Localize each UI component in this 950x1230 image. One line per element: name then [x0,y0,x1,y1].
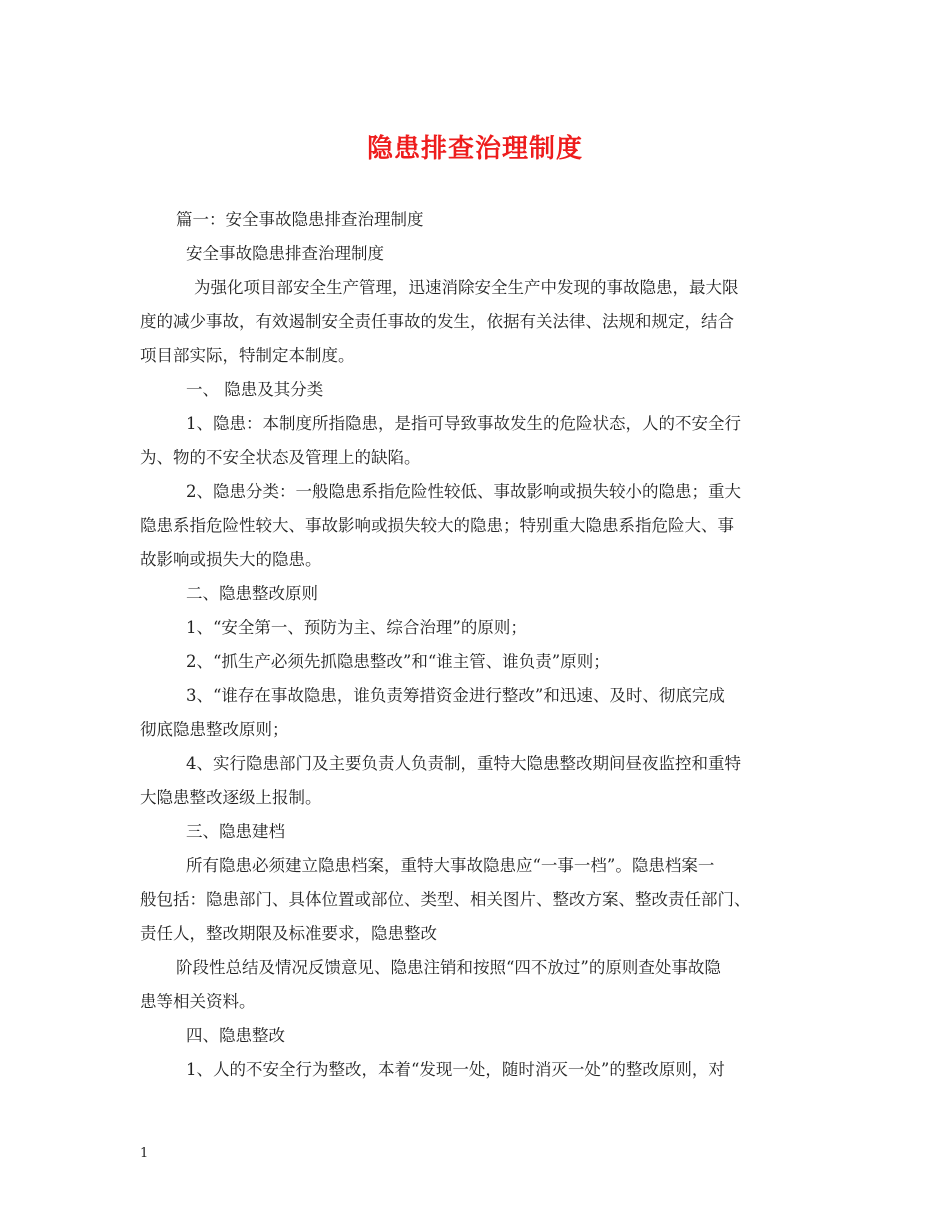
paragraph-line: 1、隐患：本制度所指隐患，是指可导致事故发生的危险状态，人的不安全行 [186,414,741,433]
paragraph-line: 故影响或损失大的隐患。 [140,550,322,569]
paragraph-line: 1、“安全第一、预防为主、综合治理”的原则； [186,618,527,637]
section-heading: 三、隐患建档 [186,822,285,841]
section-heading: 一、 隐患及其分类 [186,380,324,399]
paragraph-line: 项目部实际，特制定本制度。 [140,346,355,365]
paragraph-line: 篇一：安全事故隐患排查治理制度 [176,210,424,229]
paragraph-line: 大隐患整改逐级上报制。 [140,788,322,807]
document-title: 隐患排查治理制度 [366,134,583,164]
paragraph-line: 3、“谁存在事故隐患，谁负责筹措资金进行整改”和迅速、及时、彻底完成 [186,686,725,705]
paragraph-line: 阶段性总结及情况反馈意见、隐患注销和按照“四不放过”的原则查处事故隐 [176,958,721,977]
paragraph-line: 4、实行隐患部门及主要负责人负责制，重特大隐患整改期间昼夜监控和重特 [186,754,741,773]
paragraph-line: 彻底隐患整改原则； [140,720,289,739]
section-heading: 二、隐患整改原则 [186,584,318,603]
paragraph-line: 患等相关资料。 [140,992,256,1011]
paragraph-line: 2、隐患分类：一般隐患系指危险性较低、事故影响或损失较小的隐患；重大 [186,482,741,501]
paragraph-line: 1、人的不安全行为整改，本着“发现一处，随时消灭一处”的整改原则，对 [186,1060,725,1079]
page-number: 1 [140,1146,149,1161]
paragraph-line: 责任人，整改期限及标准要求，隐患整改 [140,924,437,943]
section-heading: 四、隐患整改 [186,1026,285,1045]
paragraph-line: 2、“抓生产必须先抓隐患整改”和“谁主管、谁负责”原则； [186,652,610,671]
paragraph-line: 所有隐患必须建立隐患档案，重特大事故隐患应“一事一档”。隐患档案一 [186,856,715,875]
paragraph-line: 为、物的不安全状态及管理上的缺陷。 [140,448,421,467]
paragraph-line: 为强化项目部安全生产管理，迅速消除安全生产中发现的事故隐患，最大限 [194,278,739,297]
paragraph-line: 安全事故隐患排查治理制度 [186,244,384,263]
paragraph-line: 般包括：隐患部门、具体位置或部位、类型、相关图片、整改方案、整改责任部门、 [140,890,751,909]
paragraph-line: 隐患系指危险性较大、事故影响或损失较大的隐患；特别重大隐患系指危险大、事 [140,516,734,535]
paragraph-line: 度的减少事故，有效遏制安全责任事故的发生，依据有关法律、法规和规定，结合 [140,312,734,331]
